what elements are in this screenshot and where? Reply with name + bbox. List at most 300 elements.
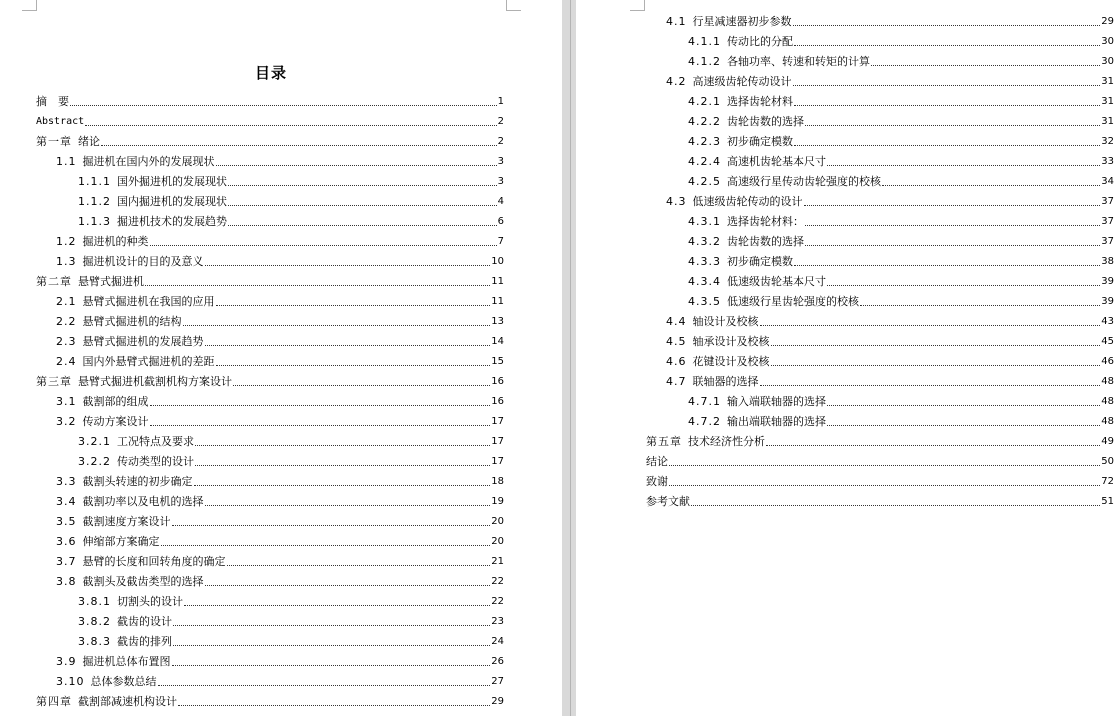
toc-page-number: 6	[497, 215, 504, 227]
toc-dot-leader	[771, 364, 1101, 366]
toc-entry-text: 截割部减速机构设计	[78, 695, 177, 708]
toc-entry[interactable]	[56, 251, 504, 271]
toc-entry[interactable]	[688, 271, 1114, 291]
toc-dot-leader	[205, 504, 491, 506]
toc-entry-text: 轴设计及校核	[692, 315, 759, 328]
toc-page-number: 39	[1101, 295, 1114, 307]
toc-page-number: 46	[1101, 355, 1114, 367]
toc-entry-text: 悬臂式掘进机	[78, 275, 144, 288]
toc-dot-leader	[771, 344, 1101, 346]
toc-dot-leader	[827, 424, 1100, 426]
toc-page-number: 3	[497, 155, 504, 167]
toc-entry[interactable]	[688, 91, 1114, 111]
toc-entry[interactable]	[78, 431, 504, 451]
toc-entry-number: 3.5	[56, 515, 77, 528]
toc-page-number: 11	[491, 295, 504, 307]
toc-entry[interactable]	[56, 491, 504, 511]
toc-entry[interactable]	[56, 331, 504, 351]
toc-page-number: 29	[491, 695, 504, 707]
toc-page-number: 45	[1101, 335, 1114, 347]
toc-entry-text: 输入端联轴器的选择	[727, 395, 826, 408]
toc-entry-text: 结论	[646, 455, 668, 468]
toc-dot-leader	[158, 684, 491, 686]
toc-entry-text: 工况特点及要求	[117, 435, 194, 448]
toc-entry[interactable]	[56, 231, 504, 251]
toc-entry-text: 国内掘进机的发展现状	[117, 195, 227, 208]
toc-entry[interactable]	[688, 111, 1114, 131]
toc-entry-label	[36, 693, 177, 709]
toc-page-number: 10	[491, 255, 504, 267]
toc-page-number: 30	[1101, 35, 1114, 47]
toc-page-number: 48	[1101, 395, 1114, 407]
toc-entry-text: 高速机齿轮基本尺寸	[727, 155, 826, 168]
toc-entry-text: 掘进机的种类	[82, 235, 149, 248]
toc-page-number: 48	[1101, 375, 1114, 387]
toc-entry-text: 参考文献	[646, 495, 690, 508]
toc-entry-number: 4.6	[666, 355, 687, 368]
toc-dot-leader	[794, 104, 1100, 106]
toc-entry[interactable]	[688, 411, 1114, 431]
toc-entry[interactable]	[78, 211, 504, 231]
toc-entry[interactable]	[56, 411, 504, 431]
toc-entry[interactable]	[36, 111, 504, 131]
toc-page-number: 37	[1101, 235, 1114, 247]
toc-entry[interactable]	[56, 531, 504, 551]
toc-dot-leader	[860, 304, 1100, 306]
toc-entry-label	[688, 293, 859, 309]
toc-page-number: 49	[1101, 435, 1114, 447]
toc-dot-leader	[183, 324, 491, 326]
toc-entry-text: 总体参数总结	[90, 675, 157, 688]
toc-entry-label	[78, 173, 227, 189]
toc-entry[interactable]	[56, 551, 504, 571]
toc-page-number: 43	[1101, 315, 1114, 327]
toc-entry-text: 截齿的设计	[117, 615, 172, 628]
toc-page-number: 16	[491, 395, 504, 407]
toc-entry[interactable]	[56, 651, 504, 671]
toc-page-number: 19	[491, 495, 504, 507]
toc-dot-leader	[669, 464, 1100, 466]
toc-dot-leader	[205, 344, 491, 346]
toc-entry[interactable]	[646, 471, 1114, 491]
toc-entry-number: 2.3	[56, 335, 77, 348]
toc-dot-leader	[228, 204, 497, 206]
toc-page-number: 38	[1101, 255, 1114, 267]
toc-entry[interactable]	[688, 211, 1114, 231]
toc-entry[interactable]	[688, 31, 1114, 51]
toc-entry-label	[78, 213, 227, 229]
toc-entry-label	[688, 173, 881, 189]
toc-entry-text: 高速级行星传动齿轮强度的校核	[727, 175, 881, 188]
toc-entry-text: 联轴器的选择	[692, 375, 759, 388]
toc-dot-leader	[882, 184, 1100, 186]
toc-entry-number: 4.3.4	[688, 275, 721, 288]
toc-entry-number: 4.1.2	[688, 55, 721, 68]
toc-dot-leader	[827, 404, 1100, 406]
toc-dot-leader	[805, 124, 1100, 126]
toc-page-number: 16	[491, 375, 504, 387]
toc-page-number: 37	[1101, 195, 1114, 207]
toc-entry-number: 3.8.2	[78, 615, 111, 628]
toc-page-number: 50	[1101, 455, 1114, 467]
toc-entry-text: 国内外悬臂式掘进机的差距	[82, 355, 215, 368]
toc-entry-number: 3.8.3	[78, 635, 111, 648]
toc-entry-label	[78, 593, 183, 609]
toc-entry-label	[56, 413, 149, 429]
toc-page-number: 72	[1101, 475, 1114, 487]
toc-entry-number: 2.4	[56, 355, 77, 368]
toc-entry-number: 1.1.2	[78, 195, 111, 208]
toc-entry-number: 4.1	[666, 15, 687, 28]
toc-entry[interactable]	[666, 371, 1114, 391]
toc-entry[interactable]	[56, 351, 504, 371]
toc-entry-number: 3.8.1	[78, 595, 111, 608]
toc-entry-label	[56, 253, 204, 269]
toc-entry-text: 截割部的组成	[82, 395, 149, 408]
toc-entry[interactable]	[36, 271, 504, 291]
toc-entry-number: 4.2.2	[688, 115, 721, 128]
toc-entry-number: 4.7.1	[688, 395, 721, 408]
toc-entry-text: 初步确定模数	[727, 135, 793, 148]
toc-entry[interactable]	[688, 391, 1114, 411]
toc-entry[interactable]	[666, 191, 1114, 211]
toc-entry[interactable]	[688, 171, 1114, 191]
toc-entry[interactable]	[78, 191, 504, 211]
toc-dot-leader	[173, 624, 490, 626]
toc-entry-label	[688, 53, 870, 69]
toc-dot-leader	[228, 184, 497, 186]
toc-entry-text: 掘进机技术的发展趋势	[117, 215, 227, 228]
toc-entry-number: 3.8	[56, 575, 77, 588]
toc-dot-leader	[172, 664, 491, 666]
toc-dot-leader	[194, 484, 491, 486]
toc-entry-text: 悬臂式掘进机截割机构方案设计	[78, 375, 232, 388]
toc-entry-text: 悬臂的长度和回转角度的确定	[82, 555, 226, 568]
toc-entry-label	[666, 353, 770, 369]
toc-entry-number: 4.2.1	[688, 95, 721, 108]
toc-entry-label	[56, 313, 182, 329]
toc-entry[interactable]	[646, 431, 1114, 451]
toc-page-number: 32	[1101, 135, 1114, 147]
toc-dot-leader	[70, 104, 497, 106]
toc-entry[interactable]	[78, 611, 504, 631]
toc-page-number: 15	[491, 355, 504, 367]
toc-entry[interactable]	[688, 231, 1114, 251]
toc-page-number: 48	[1101, 415, 1114, 427]
toc-dot-leader	[793, 84, 1101, 86]
toc-entry-text: 截割功率以及电机的选择	[82, 495, 204, 508]
toc-entry-number: 1.1.3	[78, 215, 111, 228]
toc-page-number: 2	[497, 115, 504, 127]
toc-entry-text: 技术经济性分析	[688, 435, 765, 448]
toc-entry-text: 伸缩部方案确定	[82, 535, 160, 548]
toc-page-number: 3	[497, 175, 504, 187]
toc-entry-label	[56, 153, 215, 169]
toc-page-number: 2	[497, 135, 504, 147]
toc-entry-text: 悬臂式掘进机在我国的应用	[82, 295, 215, 308]
toc-page-number: 1	[497, 95, 504, 107]
toc-dot-leader	[145, 284, 490, 286]
toc-page-number: 33	[1101, 155, 1114, 167]
toc-entry-label	[666, 193, 803, 209]
toc-entry-number: 1.3	[56, 255, 77, 268]
toc-entry-label	[56, 673, 157, 689]
toc-entry-label	[688, 113, 804, 129]
toc-entry-text: 齿轮齿数的选择	[727, 235, 804, 248]
toc-entry-number: 1.1	[56, 155, 77, 168]
toc-dot-leader	[195, 444, 490, 446]
toc-entry-number: 3.2	[56, 415, 77, 428]
toc-page-number: 20	[491, 515, 504, 527]
toc-entry[interactable]	[666, 331, 1114, 351]
toc-entry-label	[688, 153, 826, 169]
toc-dot-leader	[150, 404, 491, 406]
toc-entry-text: 掘进机设计的目的及意义	[82, 255, 204, 268]
toc-entry-number: 4.3.2	[688, 235, 721, 248]
toc-page-number: 17	[491, 435, 504, 447]
toc-dot-leader	[150, 244, 497, 246]
toc-page-number: 26	[491, 655, 504, 667]
toc-entry-number: 1.2	[56, 235, 77, 248]
toc-dot-leader	[227, 564, 491, 566]
toc-page-number: 30	[1101, 55, 1114, 67]
toc-entry-text: 绪论	[78, 135, 100, 148]
toc-entry-text: 传动比的分配	[727, 35, 793, 48]
toc-entry-text: 输出端联轴器的选择	[727, 415, 826, 428]
toc-entry-number: 3.9	[56, 655, 77, 668]
toc-entry-text: 截齿的排列	[117, 635, 172, 648]
toc-entry[interactable]	[688, 251, 1114, 271]
toc-entry[interactable]	[78, 451, 504, 471]
toc-dot-leader	[794, 144, 1100, 146]
toc-entry[interactable]	[36, 131, 504, 151]
toc-entry-label	[78, 433, 194, 449]
toc-entry-label	[688, 273, 826, 289]
toc-entry-text: 轴承设计及校核	[692, 335, 770, 348]
toc-page-number: 7	[497, 235, 504, 247]
toc-entry-number: 第二章	[36, 275, 72, 288]
toc-entry-number: 3.7	[56, 555, 77, 568]
toc-page-number: 37	[1101, 215, 1114, 227]
toc-dot-leader	[178, 704, 490, 706]
toc-entry-number: 4.2	[666, 75, 687, 88]
toc-entry-text: 传动类型的设计	[117, 455, 194, 468]
toc-entry-label	[56, 513, 171, 529]
toc-entry-label	[56, 573, 204, 589]
toc-entry-number: 3.6	[56, 535, 77, 548]
toc-dot-leader	[760, 324, 1101, 326]
toc-entry[interactable]	[666, 351, 1114, 371]
toc-entry-number: 第四章	[36, 695, 72, 708]
toc-entry-label	[36, 93, 69, 109]
toc-entry[interactable]	[56, 311, 504, 331]
toc-entry-text: 齿轮齿数的选择	[727, 115, 804, 128]
toc-entry-label	[688, 233, 804, 249]
toc-entry-label	[688, 213, 804, 229]
toc-dot-leader	[101, 144, 497, 146]
toc-entry-number: 4.7.2	[688, 415, 721, 428]
toc-entry[interactable]	[666, 11, 1114, 31]
toc-entry-text: 花键设计及校核	[692, 355, 770, 368]
toc-entry-number: 4.5	[666, 335, 687, 348]
toc-entry-label	[688, 393, 826, 409]
toc-entry[interactable]	[56, 571, 504, 591]
toc-entry-number: 4.3.5	[688, 295, 721, 308]
toc-entry-label	[688, 413, 826, 429]
toc-entry[interactable]	[56, 471, 504, 491]
page-corner-mark	[22, 0, 37, 11]
toc-entry-number: 4.2.3	[688, 135, 721, 148]
toc-entry-text: 高速级齿轮传动设计	[692, 75, 792, 88]
toc-entry-label	[646, 453, 668, 469]
toc-entry-label	[56, 353, 215, 369]
toc-entry[interactable]	[688, 131, 1114, 151]
toc-entry-number: 3.1	[56, 395, 77, 408]
toc-entry[interactable]	[646, 491, 1114, 511]
toc-entry-text: 低速级齿轮基本尺寸	[727, 275, 826, 288]
toc-page-number: 18	[491, 475, 504, 487]
toc-entry-text: 掘进机总体布置图	[82, 655, 171, 668]
toc-entry-label	[666, 373, 759, 389]
toc-dot-leader	[805, 244, 1100, 246]
toc-page-number: 27	[491, 675, 504, 687]
toc-dot-leader	[173, 644, 490, 646]
toc-entry-text: 截割速度方案设计	[82, 515, 171, 528]
toc-dot-leader	[85, 124, 496, 126]
toc-dot-leader	[195, 464, 490, 466]
toc-entry-number: 4.2.5	[688, 175, 721, 188]
toc-entry-label	[688, 253, 793, 269]
toc-page-number: 39	[1101, 275, 1114, 287]
toc-page-number: 21	[491, 555, 504, 567]
toc-entry-label	[688, 93, 793, 109]
toc-page-number: 4	[497, 195, 504, 207]
toc-entry-number: 4.4	[666, 315, 687, 328]
toc-entry-number: 4.3	[666, 195, 687, 208]
toc-entry-label	[666, 13, 792, 29]
toc-entry-label	[56, 533, 160, 549]
toc-dot-leader	[172, 524, 491, 526]
toc-dot-leader	[216, 164, 497, 166]
toc-page-number: 31	[1101, 75, 1114, 87]
toc-dot-leader	[216, 364, 491, 366]
toc-entry-label	[56, 293, 215, 309]
toc-entry[interactable]	[36, 371, 504, 391]
toc-entry-label	[78, 613, 172, 629]
toc-entry-label	[666, 333, 770, 349]
toc-entry[interactable]	[78, 591, 504, 611]
toc-page-number: 29	[1101, 15, 1114, 27]
toc-entry[interactable]	[688, 291, 1114, 311]
toc-entry-text: 选择齿轮材料	[727, 95, 793, 108]
toc-entry[interactable]	[688, 51, 1114, 71]
toc-entry-label	[56, 233, 149, 249]
toc-dot-leader	[804, 204, 1101, 206]
toc-entry[interactable]	[56, 511, 504, 531]
toc-entry-label	[688, 133, 793, 149]
toc-dot-leader	[691, 504, 1100, 506]
toc-entry-text: 国外掘进机的发展现状	[117, 175, 227, 188]
toc-page-number: 31	[1101, 115, 1114, 127]
toc-dot-leader	[184, 604, 490, 606]
toc-page-number: 11	[491, 275, 504, 287]
toc-entry[interactable]	[56, 151, 504, 171]
toc-dot-leader	[827, 164, 1100, 166]
toc-entry-label	[666, 313, 759, 329]
toc-entry-number: 4.7	[666, 375, 687, 388]
toc-entry-label	[56, 393, 149, 409]
toc-entry[interactable]	[78, 631, 504, 651]
toc-entry-label	[666, 73, 792, 89]
toc-dot-leader	[794, 264, 1100, 266]
toc-entry-number: 3.4	[56, 495, 77, 508]
toc-dot-leader	[794, 44, 1100, 46]
toc-entry-label	[646, 493, 690, 509]
toc-dot-leader	[766, 444, 1100, 446]
toc-entry-text: 悬臂式掘进机的发展趋势	[82, 335, 204, 348]
toc-page-number: 24	[491, 635, 504, 647]
toc-page-number: 20	[491, 535, 504, 547]
toc-page-number: 34	[1101, 175, 1114, 187]
toc-entry[interactable]	[36, 91, 504, 111]
toc-entry-number: 4.3.1	[688, 215, 721, 228]
toc-entry[interactable]	[666, 71, 1114, 91]
toc-entry[interactable]	[56, 671, 504, 691]
toc-entry-label	[78, 633, 172, 649]
toc-entry[interactable]	[688, 151, 1114, 171]
toc-entry-label	[646, 433, 765, 449]
toc-entry-text: 初步确定模数	[727, 255, 793, 268]
toc-entry-label	[688, 33, 793, 49]
toc-page-number: 23	[491, 615, 504, 627]
toc-page-number: 13	[491, 315, 504, 327]
toc-page-number: 17	[491, 455, 504, 467]
toc-entry[interactable]	[78, 171, 504, 191]
toc-entry-number: 3.3	[56, 475, 77, 488]
toc-dot-leader	[233, 384, 490, 386]
toc-dot-leader	[669, 484, 1100, 486]
toc-entry-label	[56, 653, 171, 669]
toc-entry-text: 低速级行星齿轮强度的校核	[727, 295, 859, 308]
toc-page-number: 51	[1101, 495, 1114, 507]
toc-entry-number: 第五章	[646, 435, 682, 448]
toc-entry-label	[56, 473, 193, 489]
toc-entry-number: 第三章	[36, 375, 72, 388]
toc-entry-text: 切割头的设计	[117, 595, 183, 608]
toc-entry-number: 2.1	[56, 295, 77, 308]
toc-page-number: 31	[1101, 95, 1114, 107]
toc-entry-label	[56, 553, 226, 569]
toc-dot-leader	[760, 384, 1101, 386]
toc-entry-label	[36, 273, 144, 289]
page-corner-mark	[506, 0, 521, 11]
toc-entry[interactable]	[36, 691, 504, 711]
toc-entry-text: 选择齿轮材料：	[727, 215, 804, 228]
toc-entry-text: 悬臂式掘进机的结构	[82, 315, 182, 328]
toc-entry[interactable]	[56, 291, 504, 311]
toc-entry[interactable]	[666, 311, 1114, 331]
toc-entry-text: 摘 要	[36, 95, 69, 108]
toc-entry-text: Abstract	[36, 115, 85, 127]
toc-entry-text: 截割头及截齿类型的选择	[82, 575, 204, 588]
page-divider	[570, 0, 571, 716]
toc-dot-leader	[827, 284, 1100, 286]
toc-entry[interactable]	[646, 451, 1114, 471]
toc-entry-number: 4.3.3	[688, 255, 721, 268]
toc-entry-text: 行星减速器初步参数	[692, 15, 792, 28]
toc-entry[interactable]	[56, 391, 504, 411]
toc-title: 目录	[254, 64, 287, 82]
